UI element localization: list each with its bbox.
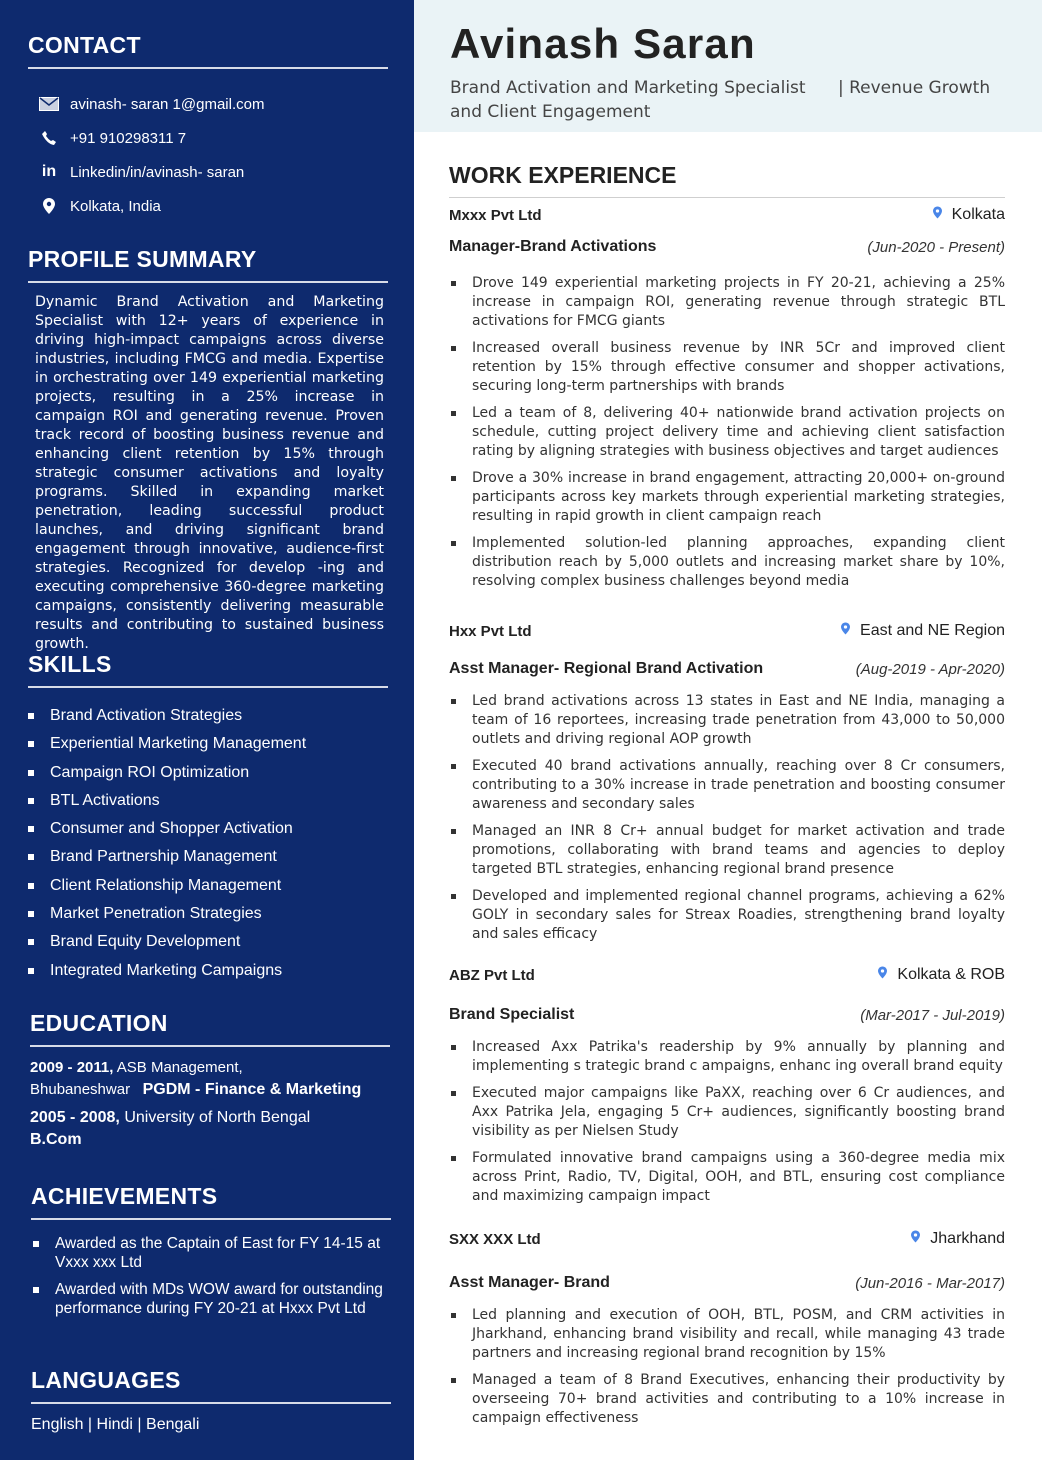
linkedin-text[interactable]: Linkedin/in/avinash- saran — [70, 163, 245, 181]
skill-item: Client Relationship Management — [28, 872, 388, 900]
achievements-title: ACHIEVEMENTS — [31, 1183, 391, 1220]
education-title: EDUCATION — [30, 1010, 390, 1047]
job-dates: (Jun-2020 - Present) — [867, 238, 1005, 256]
work-experience-section — [449, 162, 1005, 1426]
job-dates: (Jun-2016 - Mar-2017) — [855, 1274, 1005, 1292]
job-role: Brand Specialist — [449, 1006, 575, 1023]
job-bullet: Led brand activations across 13 states in East and NE India, managing a team of 16 reportees, increasing trade penetration from 43,000 to 50,000 outlets and driving regional AOP growth — [449, 692, 1005, 749]
job-bullet: Executed 40 brand activations annually, reaching over 8 Cr consumers, contributing to a 30% increase in trade penetration and boosting consumer awareness and secondary sales — [449, 757, 1005, 814]
education-degree: PGDM - Finance & Marketing — [142, 1081, 362, 1098]
phone-icon — [38, 131, 60, 145]
job-bullet: Developed and implemented regional channel programs, achieving a 62% GOLY in secondary sales for Streax Roadies, strengthening brand loyalty and sales efficacy — [449, 887, 1005, 944]
job-bullets — [449, 1306, 1005, 1428]
job-location — [841, 622, 1005, 640]
job-entry — [449, 1230, 1005, 1436]
job-bullet: Formulated innovative brand campaigns using a 360-degree media mix across Print, Radio, TV, Digital, OOH, and BTL, ensuring cost compliance and maximizing campaign impact — [449, 1149, 1005, 1206]
job-bullets — [449, 1038, 1005, 1206]
skill-item: Brand Equity Development — [28, 928, 388, 956]
job-bullet: Managed an INR 8 Cr+ annual budget for market activation and trade promotions, collaborating with brand teams and agencies to deploy targeted BTL strategies, enhancing regional brand presence — [449, 822, 1005, 879]
job-location — [933, 206, 1005, 224]
contact-email[interactable] — [28, 87, 388, 121]
education-city: Bhubaneshwar — [30, 1081, 131, 1098]
job-role: Asst Manager- Regional Brand Activation — [449, 660, 764, 677]
achievements-section — [31, 1183, 391, 1326]
job-location — [878, 966, 1005, 984]
education-degree: B.Com — [30, 1131, 82, 1148]
education-years: 2009 - 2011, — [30, 1059, 114, 1076]
job-company-row — [449, 966, 1005, 984]
job-company-row — [449, 1230, 1005, 1248]
skill-item: Market Penetration Strategies — [28, 900, 388, 928]
location-pin-icon — [933, 206, 952, 224]
education-school: ASB Management, — [116, 1059, 243, 1076]
education-school: University of North Bengal — [124, 1109, 311, 1126]
skills-section — [28, 651, 388, 985]
achievements-list — [31, 1234, 391, 1318]
job-bullet: Increased Axx Patrika's readership by 9% annually by planning and implementing s trategic brand c ampaigns, enhanc ing overall brand equity — [449, 1038, 1005, 1076]
job-entry — [449, 206, 1005, 599]
profile-summary-section — [28, 246, 388, 654]
candidate-tagline: Brand Activation and Marketing Specialist | Revenue Growth and Client Engagement — [450, 78, 996, 122]
contact-location — [28, 189, 388, 223]
job-entry — [449, 622, 1005, 952]
location-pin-icon — [841, 622, 860, 640]
skill-item: Consumer and Shopper Activation — [28, 815, 388, 843]
job-dates: (Aug-2019 - Apr-2020) — [855, 660, 1005, 678]
location-pin-icon — [878, 966, 897, 984]
profile-summary-text: Dynamic Brand Activation and Marketing Specialist with 12+ years of experience in driving high-impact campaigns across diverse industries, including FMCG and media. Expertise in orchestrating over 149 experiential marketing projects, resulting in a 25% increase in campaign ROI and generating revenue. Proven track record of boosting business revenue and enhancing client retention by 15% through strategic consumer activations and loyalty programs. Skilled in expanding market penetration, leading successful product launches, and driving significant brand engagement through innovative, audience-first strategies. Recognized for develop -ing and executing comprehensive 360-degree marketing campaigns, consistently delivering measurable results and contributing to sustained business growth. — [35, 294, 384, 652]
location-text: Kolkata, India — [70, 197, 161, 215]
job-bullet: Increased overall business revenue by INR 5Cr and improved client retention by 15% through effective consumer and shopper activations, securing long-term partnerships with brands — [449, 339, 1005, 396]
candidate-name: Avinash Saran — [450, 20, 756, 67]
job-bullet: Drove a 30% increase in brand engagement, attracting 20,000+ on-ground participants across key markets through experiential marketing strategies, resulting in rapid growth in client campaign reach — [449, 469, 1005, 526]
job-company-row — [449, 622, 1005, 640]
job-role: Manager-Brand Activations — [449, 238, 657, 255]
skill-item: BTL Activations — [28, 787, 388, 815]
job-location-text: East and NE Region — [860, 622, 1005, 639]
education-section — [30, 1010, 390, 1153]
job-role-row — [449, 1274, 1005, 1292]
location-pin-icon — [911, 1230, 930, 1248]
job-role-row — [449, 1006, 1005, 1024]
job-bullet: Drove 149 experiential marketing projects in FY 20-21, achieving a 25% increase in campaign ROI, generating revenue through strategic BTL activations for FMCG giants — [449, 274, 1005, 331]
job-location-text: Kolkata & ROB — [897, 966, 1005, 983]
job-entry — [449, 966, 1005, 1214]
job-location-text: Jharkhand — [930, 1230, 1005, 1247]
job-bullet: Implemented solution-led planning approaches, expanding client distribution reach by 5,000 outlets and increasing market share by 10%, resolving complex business challenges beyond media — [449, 534, 1005, 591]
skills-list — [28, 702, 388, 985]
phone-text[interactable]: +91 910298311 7 — [70, 129, 187, 147]
job-company: ABZ Pvt Ltd — [449, 966, 535, 984]
contact-linkedin[interactable] — [28, 155, 388, 189]
languages-text: English | Hindi | Bengali — [31, 1416, 200, 1433]
job-role-row — [449, 238, 1005, 256]
sidebar — [0, 0, 414, 1460]
achievement-item: Awarded as the Captain of East for FY 14-15 at Vxxx xxx Ltd — [31, 1234, 391, 1272]
languages-section — [31, 1367, 391, 1434]
education-list — [30, 1057, 390, 1151]
contact-title: CONTACT — [28, 32, 388, 69]
job-bullets — [449, 274, 1005, 591]
job-bullet: Led a team of 8, delivering 40+ nationwide brand activation projects on schedule, cutting project delivery time and achieving client satisfaction rating by aligning strategies with business objectives and target audiences — [449, 404, 1005, 461]
envelope-icon — [38, 97, 60, 111]
linkedin-icon: in — [41, 163, 57, 180]
languages-title: LANGUAGES — [31, 1367, 391, 1404]
education-item — [30, 1057, 390, 1101]
education-item — [30, 1107, 390, 1151]
profile-summary-title: PROFILE SUMMARY — [28, 246, 388, 283]
job-company: Hxx Pvt Ltd — [449, 622, 532, 640]
job-bullet: Led planning and execution of OOH, BTL, POSM, and CRM activities in Jharkhand, enhancing brand visibility and recall, while managing 43 trade partners and increasing regional brand recognition by 15% — [449, 1306, 1005, 1363]
work-experience-title: WORK EXPERIENCE — [449, 162, 1005, 198]
job-location — [911, 1230, 1005, 1248]
skill-item: Brand Partnership Management — [28, 843, 388, 871]
location-pin-icon — [38, 198, 60, 214]
job-bullet: Managed a team of 8 Brand Executives, enhancing their productivity by overseeing 70+ brand activities and contributing to a 10% increase in campaign effectiveness — [449, 1371, 1005, 1428]
job-bullet: Executed major campaigns like PaXX, reaching over 6 Cr audiences, and Axx Patrika Jela, engaging 5 Cr+ audiences, significantly boosting brand visibility as per Nielsen Study — [449, 1084, 1005, 1141]
skill-item: Campaign ROI Optimization — [28, 759, 388, 787]
job-bullets — [449, 692, 1005, 944]
job-company: Mxxx Pvt Ltd — [449, 206, 542, 224]
job-location-text: Kolkata — [951, 206, 1005, 223]
skills-title: SKILLS — [28, 651, 388, 688]
contact-section — [28, 32, 388, 223]
job-company-row — [449, 206, 1005, 224]
job-role: Asst Manager- Brand — [449, 1274, 610, 1291]
email-text[interactable]: avinash- saran 1@gmail.com — [70, 95, 265, 113]
skill-item: Brand Activation Strategies — [28, 702, 388, 730]
contact-list — [28, 87, 388, 223]
achievement-item: Awarded with MDs WOW award for outstanding performance during FY 20-21 at Hxxx Pvt Ltd — [31, 1280, 391, 1318]
skill-item: Integrated Marketing Campaigns — [28, 957, 388, 985]
resume-header — [414, 0, 1042, 132]
job-company: SXX XXX Ltd — [449, 1230, 541, 1248]
contact-phone[interactable] — [28, 121, 388, 155]
job-role-row — [449, 660, 1005, 678]
job-dates: (Mar-2017 - Jul-2019) — [860, 1006, 1005, 1024]
skill-item: Experiential Marketing Management — [28, 730, 388, 758]
education-years: 2005 - 2008, — [30, 1109, 120, 1126]
